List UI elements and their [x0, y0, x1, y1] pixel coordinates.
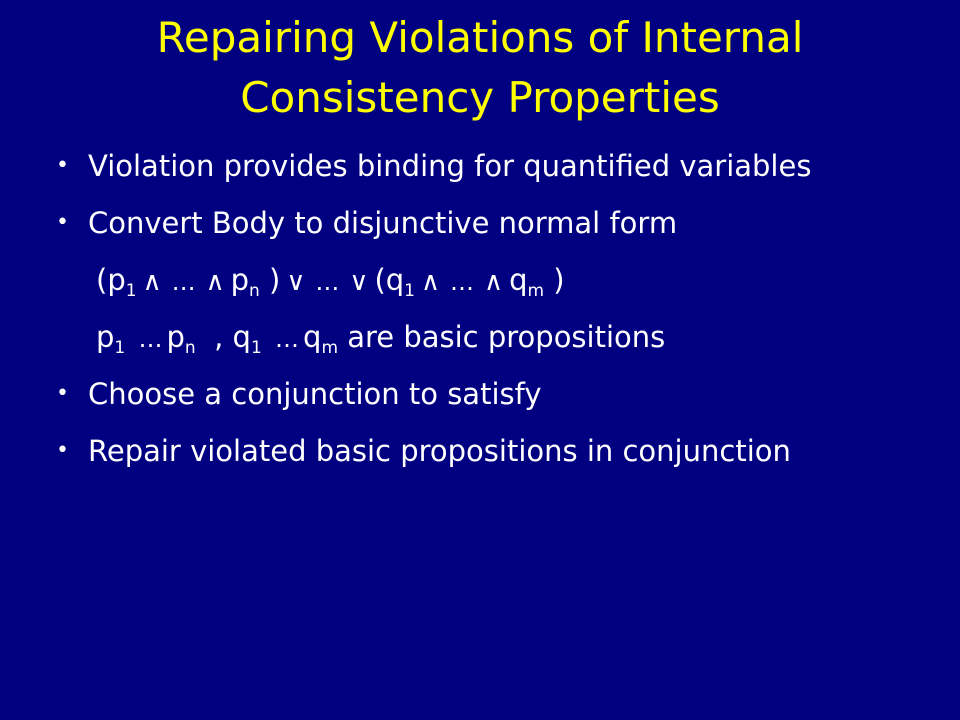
bullet-dot-icon: •: [56, 153, 69, 178]
bullet-dot-icon: •: [56, 381, 69, 406]
formula-line: [56, 254, 946, 311]
bullet-text: Choose a conjunction to satisfy: [88, 377, 542, 411]
bullet-item: [56, 425, 946, 482]
bullet-item: [56, 140, 946, 197]
bullet-item: [56, 368, 946, 425]
formula-note-line: [56, 311, 946, 368]
formula-note: $p_1$ … $p_n$ , $q_1$ … $q_m$ are basic propositions: [96, 320, 666, 358]
title-line-2: Consistency Properties: [240, 73, 720, 122]
bullet-dot-icon: •: [56, 210, 69, 235]
bullet-item: [56, 197, 946, 254]
bullet-text: Convert Body to disjunctive normal form: [88, 206, 678, 240]
bullet-list: [56, 140, 946, 482]
bullet-text: Violation provides binding for quantified variables: [88, 149, 812, 183]
slide-title: [0, 8, 960, 128]
bullet-text: Repair violated basic propositions in conjunction: [88, 434, 791, 468]
bullet-dot-icon: •: [56, 438, 69, 463]
dnf-formula: ($p_1$ ∧ … ∧ $p_n$ ) ∨ … ∨ ($q_1$ ∧ … ∧ $q_m$ ): [96, 263, 565, 301]
title-line-1: Repairing Violations of Internal: [156, 13, 804, 62]
